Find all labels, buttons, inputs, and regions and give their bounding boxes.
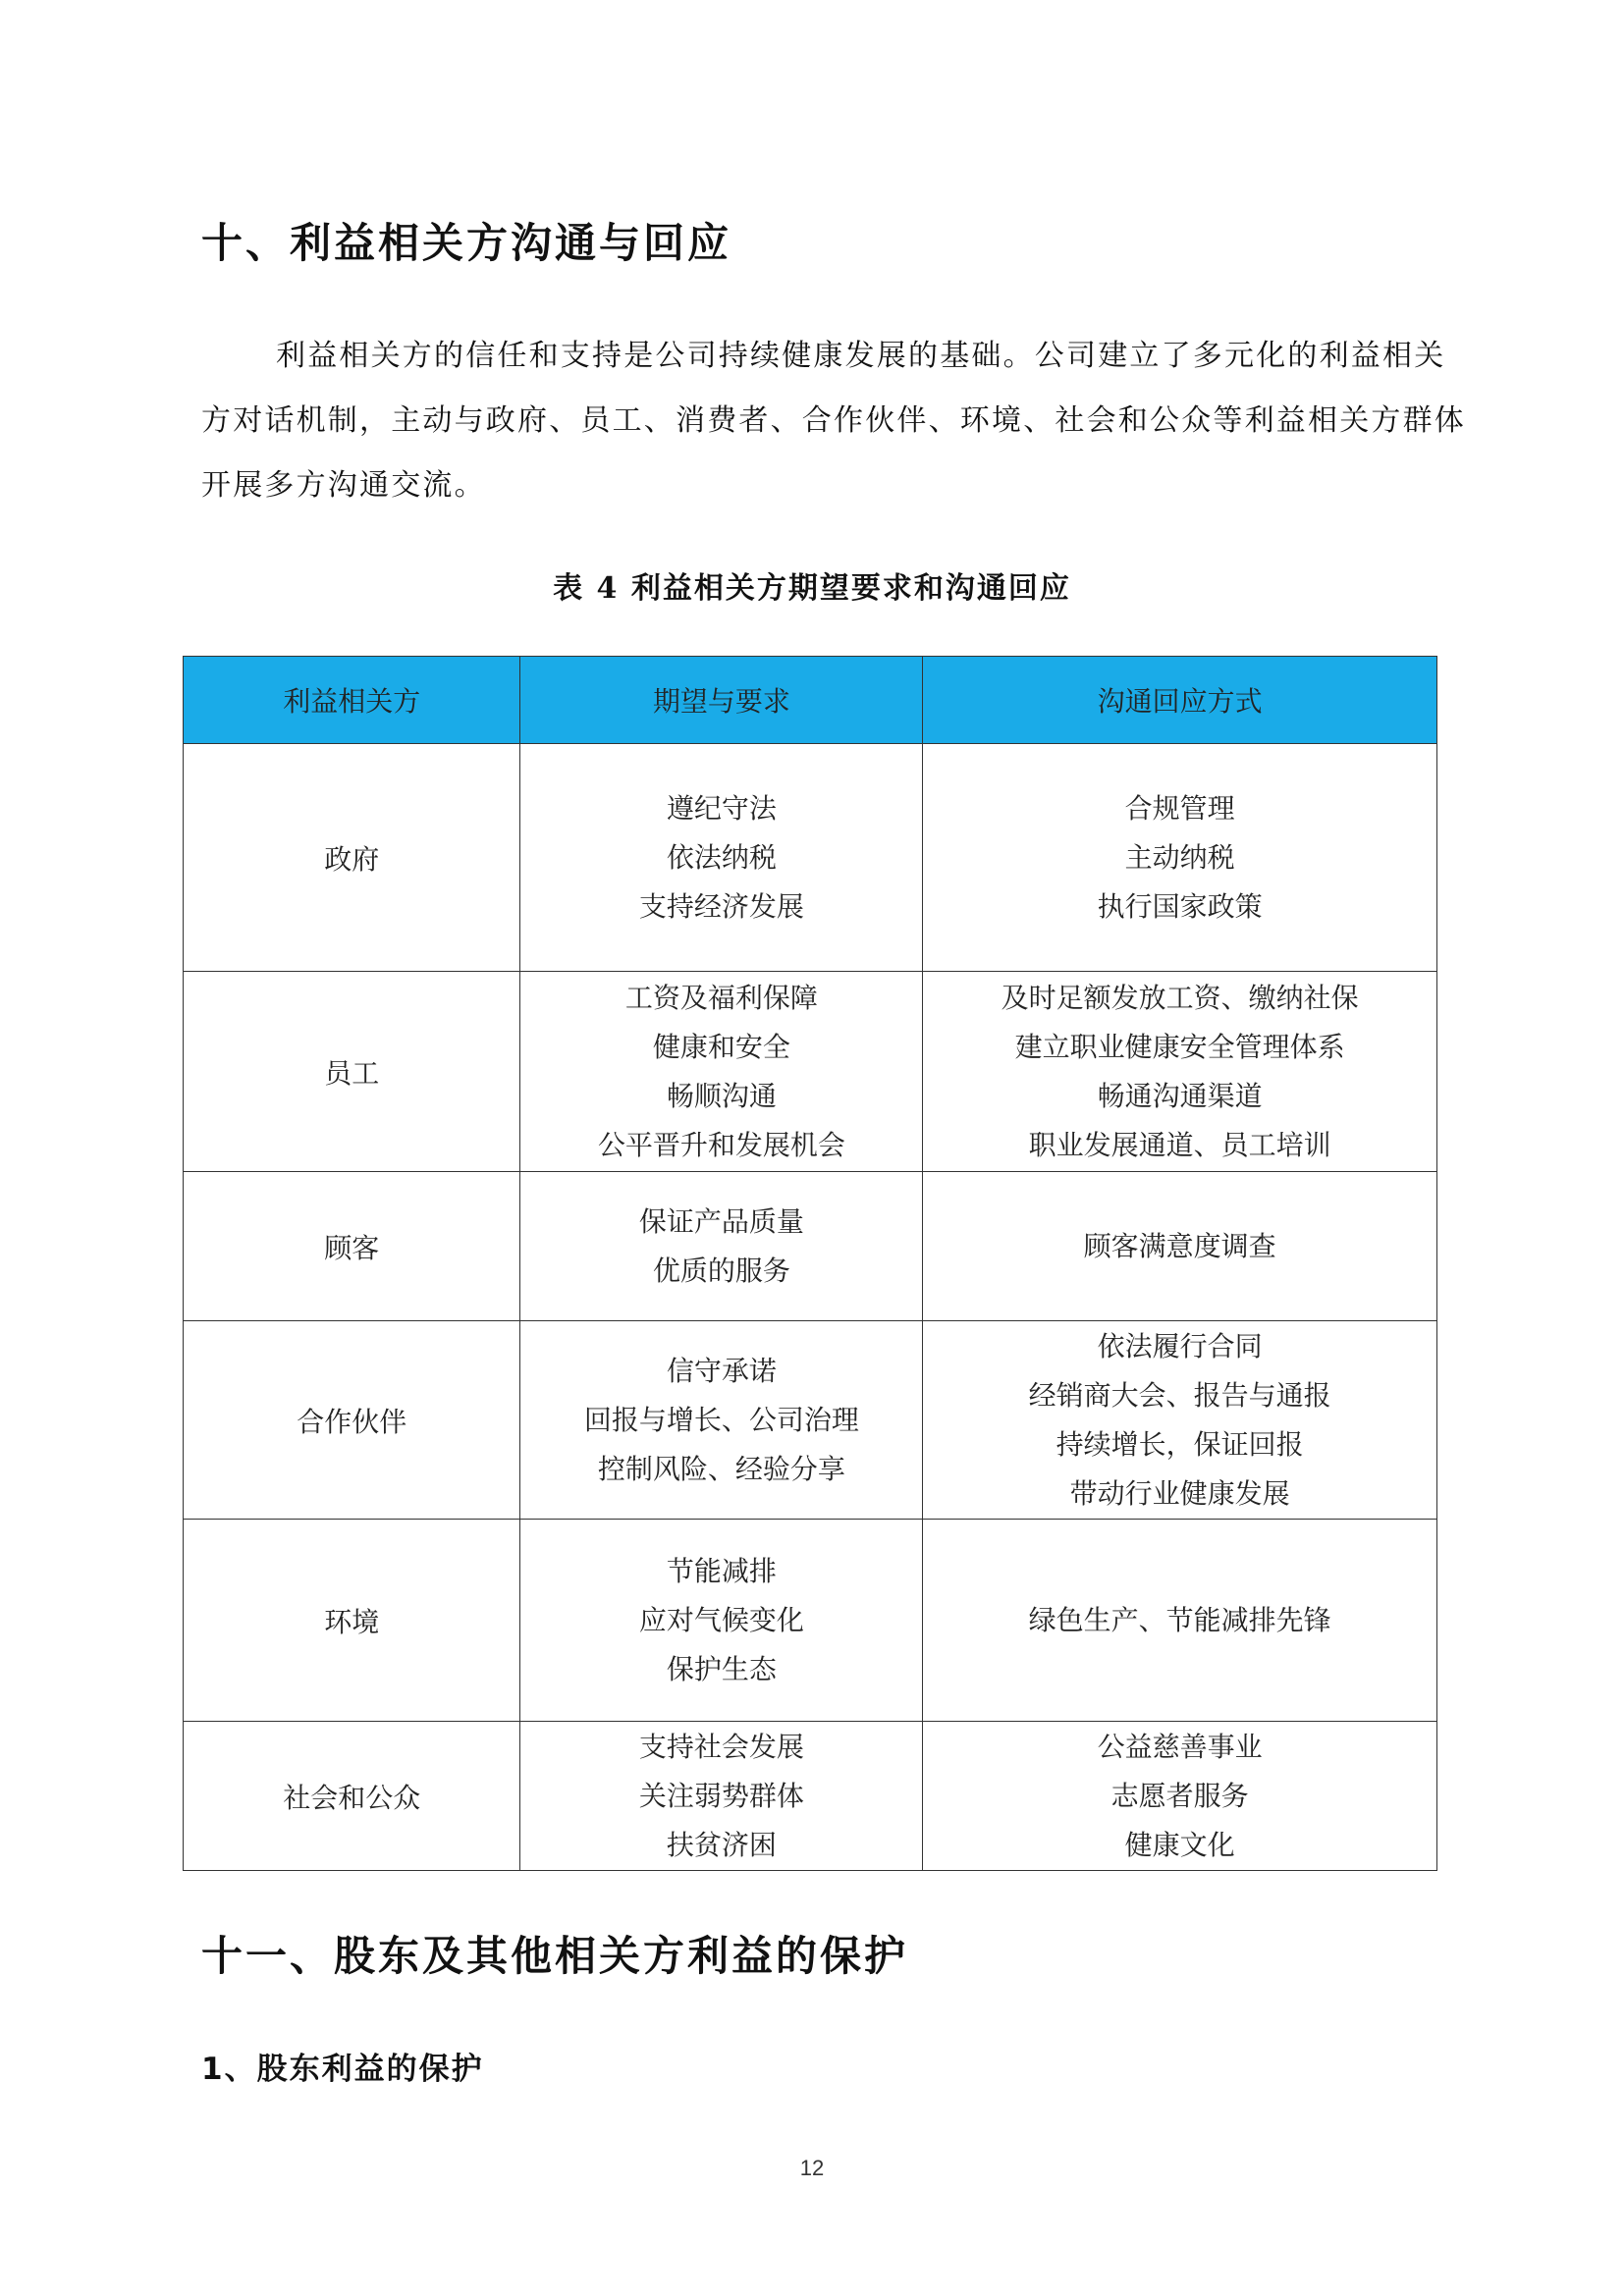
expectations-item: 依法纳税 [666,840,777,874]
header-expectations: 期望与要求 [520,657,923,744]
responses-item: 建立职业健康安全管理体系 [1014,1030,1345,1063]
expectations-item: 扶贫济困 [666,1828,777,1861]
expectations-item: 畅顺沟通 [666,1079,777,1112]
responses-cell [923,1172,1437,1321]
expectations-cell [520,972,923,1172]
expectations-item: 公平晋升和发展机会 [597,1128,845,1161]
expectations-list [520,1347,922,1494]
responses-item: 公益慈善事业 [1097,1730,1263,1763]
responses-list [923,1222,1436,1271]
stakeholder-cell: 员工 [184,972,520,1172]
responses-list [923,1723,1436,1870]
responses-item: 顾客满意度调查 [1083,1229,1276,1262]
page-number: 12 [799,2156,825,2180]
expectations-item: 优质的服务 [652,1254,790,1287]
stakeholder-cell: 环境 [184,1520,520,1722]
responses-item: 主动纳税 [1124,840,1235,874]
expectations-item: 控制风险、经验分享 [597,1452,845,1485]
table-row [184,744,1437,972]
stakeholder-table [183,656,1437,1871]
responses-list [923,974,1436,1170]
expectations-list [520,1198,922,1296]
header-stakeholder: 利益相关方 [184,657,520,744]
stakeholder-cell: 合作伙伴 [184,1321,520,1520]
expectations-item: 支持经济发展 [638,889,804,923]
stakeholder-cell: 社会和公众 [184,1722,520,1871]
responses-item: 职业发展通道、员工培训 [1028,1128,1331,1161]
responses-item: 及时足额发放工资、缴纳社保 [1001,981,1359,1014]
table-caption: 表 4 利益相关方期望要求和沟通回应 [553,571,1071,606]
expectations-item: 支持社会发展 [638,1730,804,1763]
expectations-cell [520,744,923,972]
table-row [184,1321,1437,1520]
expectations-list [520,1723,922,1870]
responses-item: 带动行业健康发展 [1069,1476,1290,1510]
section-10-paragraph: 利益相关方的信任和支持是公司持续健康发展的基础。公司建立了多元化的利益相关方对话机制，主动与政府、员工、消费者、合作伙伴、环境、社会和公众等利益相关方群体开展多方沟通交流。 [201,339,1466,503]
expectations-list [520,974,922,1170]
expectations-item: 关注弱势群体 [638,1779,804,1812]
expectations-item: 遵纪守法 [666,791,777,825]
expectations-item: 工资及福利保障 [624,981,818,1014]
expectations-item: 健康和安全 [652,1030,790,1063]
responses-cell [923,1520,1437,1722]
expectations-item: 信守承诺 [666,1354,777,1387]
responses-item: 依法履行合同 [1097,1329,1263,1362]
responses-cell [923,744,1437,972]
responses-list [923,1322,1436,1519]
expectations-item: 回报与增长、公司治理 [583,1403,859,1436]
expectations-item: 节能减排 [666,1554,777,1587]
responses-cell [923,1321,1437,1520]
responses-cell [923,972,1437,1172]
responses-item: 健康文化 [1124,1828,1235,1861]
section-11-heading: 十一、股东及其他相关方利益的保护 [201,1932,909,1980]
responses-item: 经销商大会、报告与通报 [1028,1378,1331,1412]
responses-item: 畅通沟通渠道 [1097,1079,1263,1112]
table-row [184,1520,1437,1722]
responses-item: 绿色生产、节能减排先锋 [1028,1603,1331,1636]
expectations-cell [520,1172,923,1321]
table-row [184,1172,1437,1321]
responses-item: 合规管理 [1124,791,1235,825]
table-row [184,1722,1437,1871]
expectations-cell [520,1722,923,1871]
expectations-cell [520,1321,923,1520]
expectations-cell [520,1520,923,1722]
table-header-row [184,657,1437,744]
section-10-heading: 十、利益相关方沟通与回应 [201,219,732,267]
responses-list [923,1596,1436,1645]
header-responses: 沟通回应方式 [923,657,1437,744]
stakeholder-cell: 顾客 [184,1172,520,1321]
table-row [184,972,1437,1172]
expectations-item: 保证产品质量 [638,1204,804,1238]
responses-item: 持续增长，保证回报 [1056,1427,1304,1461]
stakeholder-cell: 政府 [184,744,520,972]
expectations-item: 保护生态 [666,1652,777,1685]
responses-list [923,784,1436,932]
expectations-item: 应对气候变化 [638,1603,804,1636]
responses-item: 执行国家政策 [1097,889,1263,923]
expectations-list [520,784,922,932]
expectations-list [520,1547,922,1694]
section-11-subheading: 1、股东利益的保护 [201,2052,484,2087]
responses-cell [923,1722,1437,1871]
responses-item: 志愿者服务 [1110,1779,1249,1812]
